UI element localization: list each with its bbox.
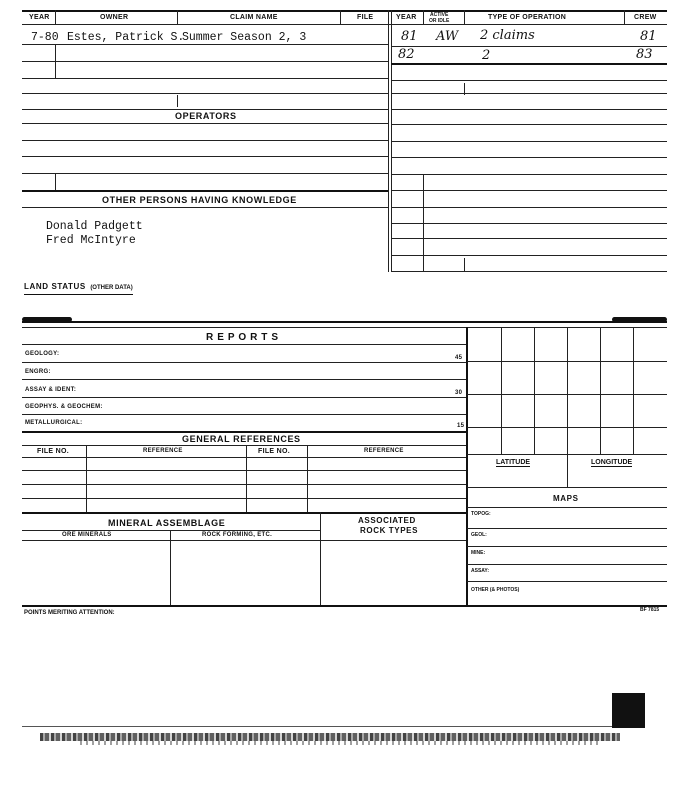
land-status-label: LAND STATUS <box>24 282 86 291</box>
operators-heading: OPERATORS <box>175 111 237 121</box>
longitude-label: LONGITUDE <box>591 459 633 466</box>
form-code: BF 7815 <box>640 607 660 613</box>
op-row-2-crew: 83 <box>636 47 653 62</box>
latitude-label: LATITUDE <box>496 459 531 466</box>
report-geology: GEOLOGY: <box>25 351 60 357</box>
report-geology-num: 45 <box>455 355 463 361</box>
header-owner: OWNER <box>100 14 129 21</box>
report-engrg: ENGRG: <box>25 369 51 375</box>
refs-file-no-2: FILE NO. <box>258 448 290 455</box>
owner-row-year: 7-80 <box>31 31 59 44</box>
maps-heading: MAPS <box>553 494 579 503</box>
associated-heading-2: ROCK TYPES <box>360 526 419 535</box>
report-geophys: GEOPHYS. & GEOCHEM: <box>25 404 103 410</box>
map-topog: TOPOG: <box>471 511 491 517</box>
points-meriting-label: POINTS MERITING ATTENTION: <box>24 610 115 616</box>
header-type-of-operation: TYPE OF OPERATION <box>488 14 567 21</box>
header-claim-name: CLAIM NAME <box>230 14 278 21</box>
land-status-heading <box>24 276 133 295</box>
map-other: OTHER (& PHOTOS) <box>471 587 520 593</box>
refs-reference-2: REFERENCE <box>364 448 404 454</box>
map-geol: GEOL: <box>471 532 487 538</box>
mineral-assemblage-heading: MINERAL ASSEMBLAGE <box>108 518 226 528</box>
other-persons-heading: OTHER PERSONS HAVING KNOWLEDGE <box>102 195 297 205</box>
owner-row-claim: Summer Season 2, 3 <box>182 31 307 44</box>
op-row-1-crew: 81 <box>640 29 657 44</box>
header-crew: CREW <box>634 14 657 21</box>
op-row-1-status: AW <box>436 29 459 44</box>
report-metallurgical-num: 15 <box>457 423 465 429</box>
reports-heading: R E P O R T S <box>206 332 279 343</box>
refs-file-no-1: FILE NO. <box>37 448 69 455</box>
op-row-2-type: 2 <box>482 48 491 63</box>
report-assay: ASSAY & IDENT: <box>25 387 77 393</box>
header-year: YEAR <box>29 14 50 21</box>
report-metallurgical: METALLURGICAL: <box>25 420 83 426</box>
op-row-2-year: 82 <box>398 47 415 62</box>
map-assay: ASSAY: <box>471 568 490 574</box>
header-or-idle: OR IDLE <box>429 18 450 24</box>
rock-forming-label: ROCK FORMING, ETC. <box>202 532 273 538</box>
associated-heading-1: ASSOCIATED <box>358 516 416 525</box>
header-file: FILE <box>357 14 374 21</box>
person-2: Fred McIntyre <box>46 234 136 247</box>
map-mine: MINE: <box>471 550 486 556</box>
header-year-2: YEAR <box>396 14 417 21</box>
op-row-1-year: 81 <box>401 29 418 44</box>
op-row-1-type: 2 claims <box>480 28 535 43</box>
owner-row-owner: Estes, Patrick S. <box>67 31 185 44</box>
refs-reference-1: REFERENCE <box>143 448 183 454</box>
general-references-heading: GENERAL REFERENCES <box>182 434 301 444</box>
ore-minerals-label: ORE MINERALS <box>62 532 112 538</box>
header-active: ACTIVE <box>430 12 449 18</box>
report-assay-num: 30 <box>455 390 463 396</box>
person-1: Donald Padgett <box>46 220 143 233</box>
land-status-sub: (OTHER DATA) <box>90 285 133 291</box>
